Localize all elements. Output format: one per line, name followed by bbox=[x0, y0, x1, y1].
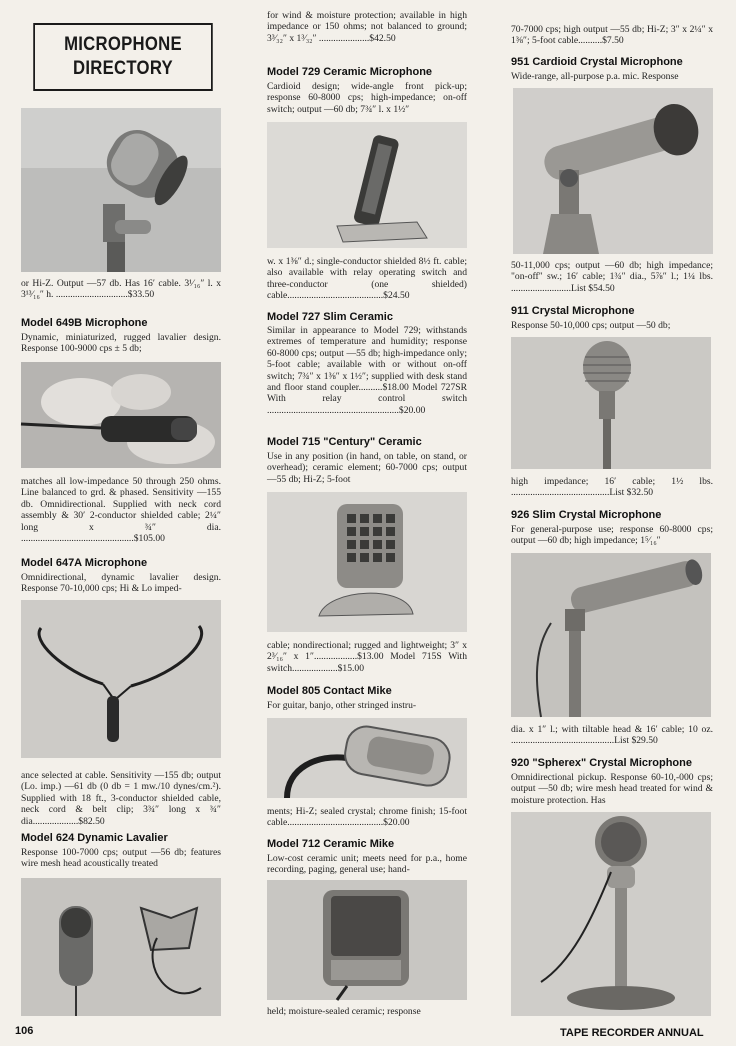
model-951-title: 951 Cardioid Crystal Microphone bbox=[511, 56, 683, 68]
page-number: 106 bbox=[15, 1025, 34, 1037]
photo-712-ceramic-mike bbox=[267, 880, 467, 1000]
model-911-title: 911 Crystal Microphone bbox=[511, 305, 635, 317]
photo-649b-lavalier-in-hand bbox=[21, 362, 221, 468]
photo-926-slim-crystal bbox=[511, 553, 711, 717]
model-715-desc-1: Use in any position (in hand, on table, on stand, or overhead); ceramic element; 60-7000 cps; output —55 db; Hi-Z; 5-foot bbox=[267, 451, 467, 485]
model-805-title: Model 805 Contact Mike bbox=[267, 685, 392, 697]
model-926-desc-1: For general-purpose use; response 60-8000 cps; output —60 db; high impedance; 1⁵⁄₁₆″ bbox=[511, 524, 713, 547]
model-712-title: Model 712 Ceramic Mike bbox=[267, 838, 395, 850]
model-951-desc-1: Wide-range, all-purpose p.a. mic. Response bbox=[511, 71, 679, 82]
model-727-desc: Similar in appearance to Model 729; withstands extremes of temperature and humidity; response 60-8000 cps; output —55 db; high-impedance only; 5-foot cable; available with or without on-off switch; 7¾″ x 1⅜″ x 1½″; supplied with desk stand and floor stand coupler..........$18.00 Model 727SR With relay control switch .......................................................$20.00 bbox=[267, 325, 467, 416]
model-729-desc-1: Cardioid design; wide-angle front pick-up; response 60-8000 cps; high-impedance; on-off switch; output —60 db; 7¾″ l. x 1½″ bbox=[267, 81, 467, 115]
model-647a-desc-1: Omnidirectional, dynamic lavalier design. Response 70-10,000 cps; Hi & Lo imped- bbox=[21, 572, 221, 595]
model-624-desc-1: Response 100-7000 cps; output —56 db; features wire mesh head acoustically treated bbox=[21, 847, 221, 870]
model-729-desc-2: w. x 1⅜″ d.; single-conductor shielded 8½ ft. cable; also available with relay operating switch and three-conductor (one shielded) cable........................................$24.50 bbox=[267, 256, 467, 302]
photo-647a-lavalier-neck-cord bbox=[21, 600, 221, 758]
model-920-title: 920 "Spherex" Crystal Microphone bbox=[511, 757, 692, 769]
title-line-1: MICROPHONE bbox=[64, 34, 182, 55]
photo-715-century-ceramic bbox=[267, 492, 467, 632]
model-624-title: Model 624 Dynamic Lavalier bbox=[21, 832, 168, 844]
model-805-desc-1: For guitar, banjo, other stringed instru- bbox=[267, 700, 417, 711]
photo-920-spherex-crystal bbox=[511, 812, 711, 1016]
photo-microphone-cardioid-tilt bbox=[21, 108, 221, 272]
photo-951-cardioid-crystal bbox=[513, 88, 713, 254]
model-727-title: Model 727 Slim Ceramic bbox=[267, 311, 393, 323]
model-647a-title: Model 647A Microphone bbox=[21, 557, 148, 569]
photo-624-dynamic-lavalier bbox=[21, 878, 221, 1016]
model-951-desc-2: 50-11,000 cps; output —60 db; high impedance; "on-off" sw.; 16′ cable; 1¾″ dia., 5⅞″ l.; 1¼ lbs. .........................List $54.50 bbox=[511, 260, 713, 294]
model-712-desc-2: held; moisture-sealed ceramic; response bbox=[267, 1006, 421, 1017]
model-805-desc-2: ments; Hi-Z; sealed crystal; chrome finish; 15-foot cable........................................$20.00 bbox=[267, 806, 467, 829]
model-712-desc-1: Low-cost ceramic unit; meets need for p.a., home recording, paging, general use; hand- bbox=[267, 853, 467, 876]
model-715-title: Model 715 "Century" Ceramic bbox=[267, 436, 422, 448]
model-649b-desc-1: Dynamic, miniaturized, rugged lavalier design. Response 100-9000 cps ± 5 db; bbox=[21, 332, 221, 355]
model-926-title: 926 Slim Crystal Microphone bbox=[511, 509, 662, 521]
photo-805-contact-mike bbox=[267, 718, 467, 798]
model-715-desc-2: cable; nondirectional; rugged and lightweight; 3″ x 2³⁄₁₆″ x 1″..................$13.00 Model 715S With switch...................$15.00 bbox=[267, 640, 467, 674]
model-920-desc-1: Omnidirectional pickup. Response 60-10,-000 cps; output —50 db; wire mesh head treated for wind & moisture protection. Has bbox=[511, 772, 713, 806]
col3-continuation-text: 70-7000 cps; high output —55 db; Hi-Z; 3″ x 2¼″ x 1⅜″; 5-foot cable..........$7.50 bbox=[511, 24, 713, 47]
model-649b-title: Model 649B Microphone bbox=[21, 317, 148, 329]
title-line-2: DIRECTORY bbox=[73, 58, 173, 79]
model-649b-desc-2: matches all low-impedance 50 through 250 ohms. Line balanced to grd. & phased. Sensitivity —155 db. Omnidirectional. Supplied with neck cord assembly & 30′ 2-conductor shielded cable; 2¼″ long x ¾″ dia. ...............................................$105.00 bbox=[21, 476, 221, 545]
model-926-desc-2: dia. x 1″ l.; with tiltable head & 16′ cable; 10 oz. ...........................................List $29.50 bbox=[511, 724, 713, 747]
col2-continuation-text: for wind & moisture protection; available in high impedance or 150 ohms; not balanced to ground; 3³⁄₃₂″ x 1³⁄₃₂″ .....................$42.50 bbox=[267, 10, 467, 44]
col1-continuation-text: or Hi-Z. Output —57 db. Has 16′ cable. 3¹⁄₁₆″ l. x 3¹³⁄₁₆″ h. ..............................$33.50 bbox=[21, 278, 221, 301]
model-911-desc-1: Response 50-10,000 cps; output —50 db; bbox=[511, 320, 671, 331]
model-911-desc-2: high impedance; 16′ cable; 1½ lbs. .........................................List $32.50 bbox=[511, 476, 713, 499]
publication-name: TAPE RECORDER ANNUAL bbox=[560, 1027, 704, 1039]
directory-title bbox=[33, 23, 213, 91]
photo-911-crystal-microphone bbox=[511, 337, 711, 469]
model-729-title: Model 729 Ceramic Microphone bbox=[267, 66, 433, 78]
model-647a-desc-2: ance selected at cable. Sensitivity —155 db; output (Lo. imp.) —61 db (0 db = 1 mw./10 dynes/cm.²). Supplied with 18 ft., 3-conductor shielded cable, neck cord & belt clip; 3¾″ long x ¾″ dia...................$82.50 bbox=[21, 770, 221, 827]
photo-729-ceramic-microphone bbox=[267, 122, 467, 248]
